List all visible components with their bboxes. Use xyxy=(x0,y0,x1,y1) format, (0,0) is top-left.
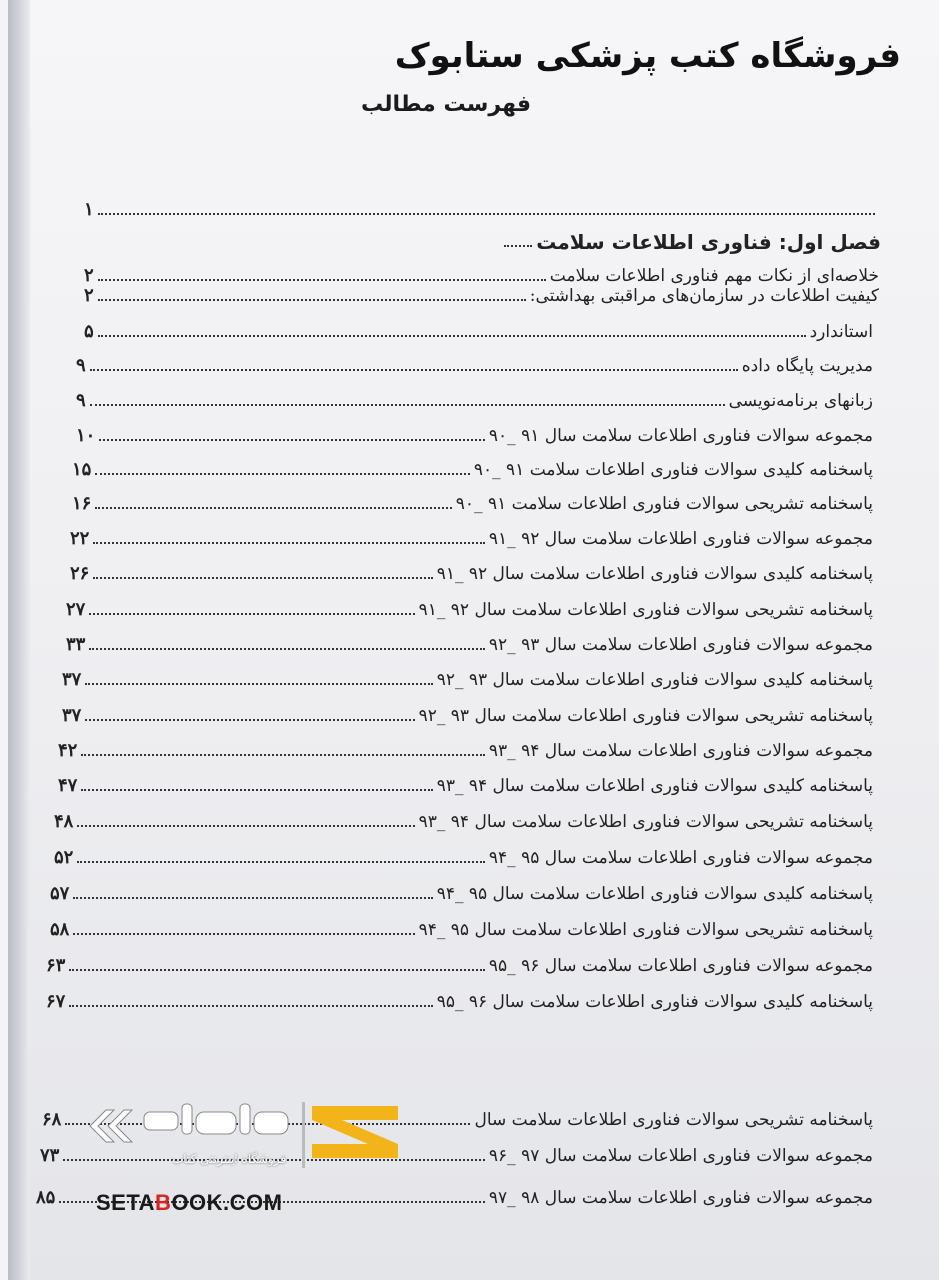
site-url-prefix: SETA xyxy=(96,1190,156,1215)
site-url-highlight: B xyxy=(155,1190,172,1215)
toc-entry xyxy=(72,484,873,514)
toc-entry-title: مجموعه سوالات فناوری اطلاعات سلامت سال ۹۲ _۹۱ xyxy=(488,529,873,549)
toc-entry xyxy=(66,625,873,655)
toc-entry xyxy=(62,696,873,726)
toc-entry xyxy=(70,554,873,584)
toc-entry xyxy=(70,519,873,549)
toc-entry-page: ۵ xyxy=(84,321,94,342)
toc-entry-title: فصل اول: فناوری اطلاعات سلامت xyxy=(536,230,881,254)
toc-entry-title: پاسخنامه تشریحی سوالات فناوری اطلاعات سلامت سال ۹۵ _۹۴ xyxy=(418,920,873,940)
toc-chapter-entry xyxy=(500,222,881,252)
toc-leader-dots xyxy=(73,897,432,899)
toc-leader-dots xyxy=(99,439,485,441)
toc-leader-dots xyxy=(93,542,485,544)
toc-entry-title: پاسخنامه تشریحی سوالات فناوری اطلاعات سلامت سال ۹۲ _۹۱ xyxy=(418,600,873,620)
toc-entry-page: ۴۸ xyxy=(54,811,74,832)
toc-heading: فهرست مطالب xyxy=(360,92,531,117)
site-url-suffix: OOK.COM xyxy=(171,1190,283,1215)
toc-entry-page: ۳۳ xyxy=(66,634,86,655)
toc-entry-title: استاندارد xyxy=(809,322,873,342)
toc-entry-title: پاسخنامه کلیدی سوالات فناوری اطلاعات سلامت ۹۱ _۹۰ xyxy=(473,460,873,480)
toc-entry xyxy=(76,416,873,446)
toc-leader-dots xyxy=(98,213,875,215)
toc-entry-page: ۲۲ xyxy=(70,528,90,549)
toc-entry-page: ۳۷ xyxy=(62,705,82,726)
toc-entry-page: ۲ xyxy=(84,265,94,286)
toc-entry-title: مجموعه سوالات فناوری اطلاعات سلامت سال ۹۴ _۹۳ xyxy=(488,741,873,761)
toc-entry-page: ۵۷ xyxy=(50,883,70,904)
toc-leader-dots xyxy=(85,683,432,685)
toc-entry xyxy=(58,731,873,761)
watermark-tagline: فروشگاه اینترنتی کتاب xyxy=(172,1152,287,1166)
toc-leader-dots xyxy=(81,789,432,791)
toc-entry-page: ۵۸ xyxy=(50,919,70,940)
toc-entry-title: مجموعه سوالات فناوری اطلاعات سلامت سال ۹۱ _۹۰ xyxy=(488,426,873,446)
toc-entry xyxy=(84,312,873,342)
toc-leader-dots xyxy=(89,648,485,650)
toc-entry-page: ۵۲ xyxy=(54,847,74,868)
toc-entry xyxy=(54,802,873,832)
toc-entry xyxy=(76,381,873,411)
toc-entry-page: ۷۳ xyxy=(40,1145,60,1166)
toc-entry xyxy=(46,946,873,976)
toc-leader-dots xyxy=(98,299,526,301)
toc-entry xyxy=(84,190,879,220)
toc-entry-page: ۲۶ xyxy=(70,563,90,584)
toc-entry-title: پاسخنامه تشریحی سوالات فناوری اطلاعات سلامت ۹۱ _۹۰ xyxy=(455,494,873,514)
toc-leader-dots xyxy=(89,613,414,615)
toc-entry xyxy=(76,346,873,376)
toc-entry-title: پاسخنامه تشریحی سوالات فناوری اطلاعات سلامت سال ۹۳ _۹۲ xyxy=(418,706,873,726)
toc-leader-dots xyxy=(85,719,414,721)
toc-entry-title: پاسخنامه کلیدی سوالات فناوری اطلاعات سلامت سال ۹۴ _۹۳ xyxy=(436,776,873,796)
toc-entry-page: ۹ xyxy=(76,355,86,376)
toc-entry-page: ۱۵ xyxy=(72,459,92,480)
toc-entry-title: پاسخنامه تشریحی سوالات فناوری اطلاعات سلامت سال ۹۴ _۹۳ xyxy=(418,812,873,832)
toc-leader-dots xyxy=(77,825,414,827)
toc-entry-title: مجموعه سوالات فناوری اطلاعات سلامت سال ۹۸ _۹۷ xyxy=(488,1188,873,1208)
toc-leader-dots xyxy=(90,404,725,406)
toc-entry-title: مجموعه سوالات فناوری اطلاعات سلامت سال ۹۵ _۹۴ xyxy=(488,848,873,868)
toc-entry-title: مجموعه سوالات فناوری اطلاعات سلامت سال ۹۶ _۹۵ xyxy=(488,956,873,976)
toc-entry-title: پاسخنامه کلیدی سوالات فناوری اطلاعات سلامت سال ۹۶ _۹۵ xyxy=(436,992,873,1012)
toc-leader-dots xyxy=(93,577,432,579)
toc-entry-page: ۱ xyxy=(84,199,94,220)
toc-entry xyxy=(50,874,873,904)
toc-leader-dots xyxy=(69,969,485,971)
toc-entry-page: ۶۷ xyxy=(46,991,66,1012)
toc-leader-dots xyxy=(77,861,485,863)
toc-leader-dots xyxy=(73,933,414,935)
toc-entry xyxy=(58,766,873,796)
toc-entry-page: ۲۷ xyxy=(66,599,86,620)
toc-entry-title: پاسخنامه تشریحی سوالات فناوری اطلاعات سلامت سال xyxy=(474,1110,873,1130)
toc-leader-dots xyxy=(504,245,532,247)
toc-entry xyxy=(62,660,873,690)
toc-leader-dots xyxy=(95,507,451,509)
setabook-logo-icon xyxy=(302,1098,412,1170)
watermark-site-url xyxy=(96,1190,283,1216)
toc-entry-page: ۹ xyxy=(76,390,86,411)
toc-entry-title: مجموعه سوالات فناوری اطلاعات سلامت سال ۹۳ _۹۲ xyxy=(488,635,873,655)
store-title: فروشگاه کتب پزشکی ستابوک xyxy=(394,36,901,76)
toc-entry xyxy=(46,982,873,1012)
toc-leader-dots xyxy=(81,754,485,756)
toc-entry-title: مدیریت پایگاه داده xyxy=(741,356,873,376)
toc-entry-page: ۳۷ xyxy=(62,669,82,690)
setabook-watermark xyxy=(84,1098,414,1228)
toc-entry-page: ۴۲ xyxy=(58,740,78,761)
toc-entry-page: ۲ xyxy=(84,285,94,306)
toc-entry xyxy=(72,450,873,480)
toc-entry-title: پاسخنامه کلیدی سوالات فناوری اطلاعات سلامت سال ۹۵ _۹۴ xyxy=(436,884,873,904)
toc-entry xyxy=(66,590,873,620)
toc-entry-page: ۱۶ xyxy=(72,493,92,514)
toc-entry-page: ۶۸ xyxy=(42,1109,62,1130)
toc-leader-dots xyxy=(69,1005,432,1007)
toc-entry xyxy=(84,276,879,306)
toc-entry-title: مجموعه سوالات فناوری اطلاعات سلامت سال ۹۷ _۹۶ xyxy=(488,1146,873,1166)
toc-leader-dots xyxy=(90,369,738,371)
toc-entry-page: ۶۳ xyxy=(46,955,66,976)
setabook-wordmark-icon xyxy=(84,1098,294,1154)
toc-entry-page: ۸۵ xyxy=(36,1187,56,1208)
toc-entry-page: ۱۰ xyxy=(76,425,96,446)
toc-entry-title: پاسخنامه کلیدی سوالات فناوری اطلاعات سلامت سال ۹۲ _۹۱ xyxy=(436,564,873,584)
toc-leader-dots xyxy=(95,473,470,475)
toc-entry xyxy=(54,838,873,868)
toc-entry xyxy=(50,910,873,940)
toc-entry-title: پاسخنامه کلیدی سوالات فناوری اطلاعات سلامت سال ۹۳ _۹۲ xyxy=(436,670,873,690)
toc-entry-page: ۴۷ xyxy=(58,775,78,796)
toc-leader-dots xyxy=(98,335,806,337)
toc-entry-title: زبانهای برنامه‌نویسی xyxy=(728,391,873,411)
toc-entry-title: کیفیت اطلاعات در سازمان‌های مراقبتی بهداشتی: xyxy=(529,286,879,306)
toc-entry-title: خلاصه‌ای از نکات مهم فناوری اطلاعات سلامت xyxy=(549,266,879,286)
